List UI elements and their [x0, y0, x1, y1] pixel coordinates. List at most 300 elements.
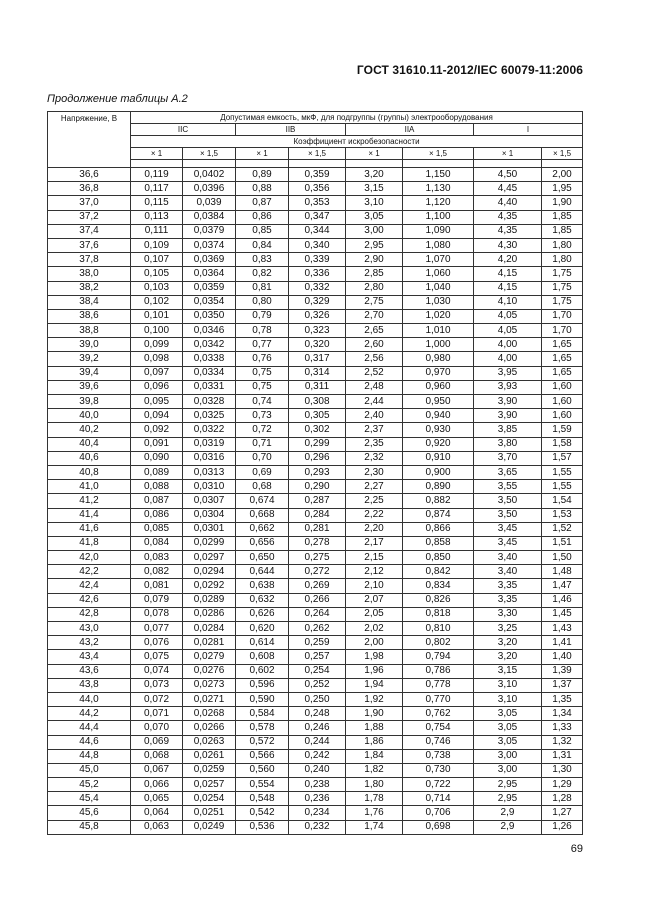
capacity-cell: 3,65 [474, 465, 542, 479]
capacity-cell: 0,578 [236, 721, 289, 735]
voltage-column-header: Напряжение, В [48, 112, 131, 168]
table-row [48, 196, 583, 210]
capacity-cell: 0,950 [403, 395, 474, 409]
capacity-cell: 0,72 [236, 423, 289, 437]
table-row [48, 423, 583, 437]
table-row [48, 721, 583, 735]
capacity-cell: 0,89 [236, 168, 289, 182]
table-row [48, 480, 583, 494]
capacity-cell: 2,9 [474, 820, 542, 834]
capacity-cell: 0,656 [236, 536, 289, 550]
capacity-cell: 2,80 [346, 281, 403, 295]
capacity-cell: 4,00 [474, 338, 542, 352]
capacity-cell: 0,0331 [183, 380, 236, 394]
capacity-cell: 4,10 [474, 295, 542, 309]
capacity-cell: 1,32 [542, 735, 583, 749]
voltage-cell: 38,8 [48, 324, 131, 338]
capacity-cell: 0,299 [289, 437, 346, 451]
voltage-cell: 44,4 [48, 721, 131, 735]
voltage-cell: 45,0 [48, 763, 131, 777]
group-header-i: I [474, 124, 583, 136]
capacity-cell: 0,0292 [183, 579, 236, 593]
capacity-cell: 0,77 [236, 338, 289, 352]
voltage-cell: 42,2 [48, 565, 131, 579]
coefficient-header: Коэффициент искробезопасности [131, 136, 583, 148]
capacity-cell: 0,0297 [183, 551, 236, 565]
capacity-cell: 0,0316 [183, 451, 236, 465]
group-header-iic: IIC [131, 124, 236, 136]
voltage-cell: 36,6 [48, 168, 131, 182]
capacity-cell: 1,60 [542, 395, 583, 409]
voltage-cell: 40,4 [48, 437, 131, 451]
factor-header: × 1,5 [542, 148, 583, 160]
voltage-cell: 43,4 [48, 650, 131, 664]
capacity-cell: 2,65 [346, 324, 403, 338]
capacity-cell: 2,17 [346, 536, 403, 550]
capacity-cell: 2,12 [346, 565, 403, 579]
capacity-cell: 0,0254 [183, 792, 236, 806]
capacity-cell: 1,29 [542, 778, 583, 792]
capacity-cell: 0,778 [403, 678, 474, 692]
table-row [48, 735, 583, 749]
voltage-cell: 39,4 [48, 366, 131, 380]
table-row [48, 692, 583, 706]
capacity-cell: 0,0294 [183, 565, 236, 579]
capacity-cell: 0,329 [289, 295, 346, 309]
capacity-cell: 2,95 [474, 792, 542, 806]
capacity-cell: 1,80 [346, 778, 403, 792]
capacity-cell: 0,086 [131, 508, 183, 522]
table-row [48, 224, 583, 238]
voltage-cell: 40,0 [48, 409, 131, 423]
capacity-cell: 0,980 [403, 352, 474, 366]
capacity-cell: 0,794 [403, 650, 474, 664]
capacity-cell: 0,754 [403, 721, 474, 735]
voltage-cell: 42,8 [48, 607, 131, 621]
capacity-cell: 1,53 [542, 508, 583, 522]
capacity-cell: 0,311 [289, 380, 346, 394]
voltage-cell: 38,2 [48, 281, 131, 295]
capacity-cell: 1,47 [542, 579, 583, 593]
table-row [48, 267, 583, 281]
voltage-cell: 37,6 [48, 238, 131, 252]
capacity-cell: 0,071 [131, 707, 183, 721]
capacity-cell: 0,326 [289, 309, 346, 323]
capacity-cell: 0,644 [236, 565, 289, 579]
capacity-cell: 0,81 [236, 281, 289, 295]
capacity-cell: 1,55 [542, 480, 583, 494]
capacity-cell: 1,090 [403, 224, 474, 238]
capacity-cell: 0,266 [289, 593, 346, 607]
capacity-cell: 2,52 [346, 366, 403, 380]
capacity-cell: 1,65 [542, 352, 583, 366]
capacity-cell: 1,98 [346, 650, 403, 664]
voltage-cell: 38,6 [48, 309, 131, 323]
voltage-cell: 38,4 [48, 295, 131, 309]
capacity-cell: 1,28 [542, 792, 583, 806]
capacity-cell: 0,242 [289, 749, 346, 763]
capacity-cell: 1,100 [403, 210, 474, 224]
capacity-cell: 0,0286 [183, 607, 236, 621]
capacity-cell: 1,76 [346, 806, 403, 820]
voltage-cell: 38,0 [48, 267, 131, 281]
table-row [48, 451, 583, 465]
capacity-cell: 2,90 [346, 253, 403, 267]
capacity-cell: 0,80 [236, 295, 289, 309]
table-row [48, 409, 583, 423]
capacity-cell: 0,087 [131, 494, 183, 508]
table-row [48, 380, 583, 394]
capacity-cell: 0,826 [403, 593, 474, 607]
capacity-cell: 0,090 [131, 451, 183, 465]
capacity-cell: 4,15 [474, 281, 542, 295]
capacity-cell: 0,0279 [183, 650, 236, 664]
capacity-cell: 1,58 [542, 437, 583, 451]
capacity-cell: 1,150 [403, 168, 474, 182]
table-row [48, 778, 583, 792]
factor-header: × 1,5 [403, 148, 474, 160]
table-row [48, 650, 583, 664]
capacity-cell: 0,0261 [183, 749, 236, 763]
capacity-cell: 0,786 [403, 664, 474, 678]
capacity-cell: 1,41 [542, 636, 583, 650]
voltage-cell: 39,0 [48, 338, 131, 352]
voltage-cell: 44,2 [48, 707, 131, 721]
capacity-cell: 0,614 [236, 636, 289, 650]
capacity-cell: 1,51 [542, 536, 583, 550]
capacity-cell: 1,040 [403, 281, 474, 295]
capacity-cell: 1,37 [542, 678, 583, 692]
capacity-cell: 3,93 [474, 380, 542, 394]
table-row [48, 437, 583, 451]
capacity-cell: 3,10 [474, 678, 542, 692]
capacity-cell: 0,0257 [183, 778, 236, 792]
capacity-cell: 1,39 [542, 664, 583, 678]
capacity-cell: 0,76 [236, 352, 289, 366]
capacity-cell: 0,79 [236, 309, 289, 323]
capacity-cell: 0,78 [236, 324, 289, 338]
voltage-cell: 44,8 [48, 749, 131, 763]
capacity-cell: 0,099 [131, 338, 183, 352]
voltage-cell: 45,4 [48, 792, 131, 806]
voltage-cell: 40,2 [48, 423, 131, 437]
capacity-cell: 0,0379 [183, 224, 236, 238]
capacity-cell: 3,40 [474, 565, 542, 579]
capacity-cell: 0,102 [131, 295, 183, 309]
capacity-cell: 0,070 [131, 721, 183, 735]
table-row [48, 678, 583, 692]
capacity-cell: 3,05 [474, 721, 542, 735]
capacity-cell: 0,0299 [183, 536, 236, 550]
capacity-cell: 0,85 [236, 224, 289, 238]
table-row [48, 579, 583, 593]
voltage-cell: 45,2 [48, 778, 131, 792]
voltage-cell: 37,2 [48, 210, 131, 224]
capacity-cell: 3,05 [474, 707, 542, 721]
capacity-cell: 0,0249 [183, 820, 236, 834]
table-row [48, 792, 583, 806]
capacity-cell: 0,584 [236, 707, 289, 721]
capacity-cell: 0,874 [403, 508, 474, 522]
capacity-cell: 0,0328 [183, 395, 236, 409]
table-row [48, 806, 583, 820]
capacity-cell: 3,15 [346, 182, 403, 196]
table-row [48, 593, 583, 607]
capacity-cell: 0,746 [403, 735, 474, 749]
capacity-cell: 0,262 [289, 622, 346, 636]
capacity-cell: 2,25 [346, 494, 403, 508]
capacity-cell: 0,542 [236, 806, 289, 820]
capacity-cell: 1,030 [403, 295, 474, 309]
capacity-cell: 3,20 [474, 636, 542, 650]
capacity-cell: 0,336 [289, 267, 346, 281]
capacity-cell: 1,50 [542, 551, 583, 565]
capacity-cell: 0,0319 [183, 437, 236, 451]
capacity-cell: 3,05 [474, 735, 542, 749]
capacity-cell: 0,650 [236, 551, 289, 565]
capacity-cell: 0,0273 [183, 678, 236, 692]
capacity-cell: 0,064 [131, 806, 183, 820]
voltage-cell: 39,8 [48, 395, 131, 409]
capacity-cell: 0,081 [131, 579, 183, 593]
factor-header: × 1 [131, 148, 183, 160]
capacity-cell: 0,620 [236, 622, 289, 636]
capacity-cell: 0,572 [236, 735, 289, 749]
capacity-cell: 1,86 [346, 735, 403, 749]
capacity-cell: 1,35 [542, 692, 583, 706]
capacity-cell: 1,60 [542, 409, 583, 423]
capacity-cell: 0,275 [289, 551, 346, 565]
capacity-cell: 0,097 [131, 366, 183, 380]
capacity-cell: 1,65 [542, 338, 583, 352]
capacity-cell: 1,75 [542, 267, 583, 281]
capacity-cell: 4,05 [474, 309, 542, 323]
capacity-cell: 1,94 [346, 678, 403, 692]
capacity-cell: 1,90 [346, 707, 403, 721]
capacity-cell: 0,339 [289, 253, 346, 267]
capacity-cell: 0,834 [403, 579, 474, 593]
capacity-cell: 3,05 [346, 210, 403, 224]
capacity-cell: 0,596 [236, 678, 289, 692]
capacity-cell: 0,0259 [183, 763, 236, 777]
capacity-cell: 0,252 [289, 678, 346, 692]
capacity-cell: 0,0384 [183, 210, 236, 224]
capacity-cell: 0,340 [289, 238, 346, 252]
table-row [48, 636, 583, 650]
capacity-cell: 0,308 [289, 395, 346, 409]
capacity-cell: 3,35 [474, 593, 542, 607]
capacity-cell: 0,078 [131, 607, 183, 621]
capacity-cell: 3,80 [474, 437, 542, 451]
capacity-cell: 0,714 [403, 792, 474, 806]
table-row [48, 182, 583, 196]
capacity-cell: 1,26 [542, 820, 583, 834]
capacity-cell: 0,0350 [183, 309, 236, 323]
capacity-cell: 0,305 [289, 409, 346, 423]
capacity-cell: 0,706 [403, 806, 474, 820]
table-row [48, 551, 583, 565]
capacity-cell: 0,668 [236, 508, 289, 522]
capacity-cell: 0,236 [289, 792, 346, 806]
capacity-cell: 0,119 [131, 168, 183, 182]
capacity-cell: 2,30 [346, 465, 403, 479]
capacity-cell: 0,272 [289, 565, 346, 579]
capacitance-table [47, 111, 583, 835]
capacity-cell: 1,30 [542, 763, 583, 777]
capacity-cell: 0,722 [403, 778, 474, 792]
capacity-cell: 0,75 [236, 366, 289, 380]
capacity-cell: 1,59 [542, 423, 583, 437]
capacity-cell: 0,920 [403, 437, 474, 451]
capacity-cell: 2,07 [346, 593, 403, 607]
capacity-header: Допустимая емкость, мкФ, для подгруппы (группы) электрооборудования [131, 112, 583, 124]
capacity-cell: 0,0276 [183, 664, 236, 678]
capacity-cell: 1,65 [542, 366, 583, 380]
table-row [48, 622, 583, 636]
capacity-cell: 0,094 [131, 409, 183, 423]
capacity-cell: 0,096 [131, 380, 183, 394]
capacity-cell: 0,626 [236, 607, 289, 621]
capacity-cell: 0,0354 [183, 295, 236, 309]
capacity-cell: 0,244 [289, 735, 346, 749]
capacity-cell: 1,130 [403, 182, 474, 196]
capacity-cell: 0,115 [131, 196, 183, 210]
page-number: 69 [570, 843, 583, 855]
voltage-cell: 45,8 [48, 820, 131, 834]
table-row [48, 522, 583, 536]
capacity-cell: 1,92 [346, 692, 403, 706]
capacity-cell: 0,344 [289, 224, 346, 238]
voltage-cell: 37,8 [48, 253, 131, 267]
capacity-cell: 1,88 [346, 721, 403, 735]
capacity-cell: 0,71 [236, 437, 289, 451]
capacity-cell: 0,248 [289, 707, 346, 721]
capacity-cell: 0,548 [236, 792, 289, 806]
capacity-cell: 1,52 [542, 522, 583, 536]
capacity-cell: 3,70 [474, 451, 542, 465]
capacity-cell: 1,33 [542, 721, 583, 735]
capacity-cell: 0,0251 [183, 806, 236, 820]
table-row [48, 395, 583, 409]
capacity-cell: 2,56 [346, 352, 403, 366]
capacity-cell: 2,00 [542, 168, 583, 182]
voltage-cell: 41,0 [48, 480, 131, 494]
capacity-cell: 2,37 [346, 423, 403, 437]
capacity-cell: 1,40 [542, 650, 583, 664]
capacity-cell: 0,770 [403, 692, 474, 706]
capacity-cell: 3,90 [474, 409, 542, 423]
capacity-cell: 0,098 [131, 352, 183, 366]
capacity-cell: 0,073 [131, 678, 183, 692]
capacity-cell: 3,50 [474, 494, 542, 508]
capacity-cell: 0,063 [131, 820, 183, 834]
capacity-cell: 0,238 [289, 778, 346, 792]
capacity-cell: 0,0322 [183, 423, 236, 437]
capacity-cell: 0,0284 [183, 622, 236, 636]
capacity-cell: 2,85 [346, 267, 403, 281]
capacity-cell: 1,85 [542, 210, 583, 224]
voltage-cell: 41,6 [48, 522, 131, 536]
capacity-cell: 0,762 [403, 707, 474, 721]
capacity-cell: 2,44 [346, 395, 403, 409]
capacity-cell: 3,55 [474, 480, 542, 494]
capacity-cell: 2,22 [346, 508, 403, 522]
table-row [48, 607, 583, 621]
capacity-cell: 0,698 [403, 820, 474, 834]
capacity-cell: 0,076 [131, 636, 183, 650]
table-row [48, 749, 583, 763]
voltage-cell: 36,8 [48, 182, 131, 196]
capacity-cell: 1,84 [346, 749, 403, 763]
capacity-cell: 0,105 [131, 267, 183, 281]
capacity-cell: 0,83 [236, 253, 289, 267]
capacity-cell: 1,010 [403, 324, 474, 338]
capacity-cell: 0,900 [403, 465, 474, 479]
capacity-cell: 0,069 [131, 735, 183, 749]
capacity-cell: 3,85 [474, 423, 542, 437]
capacity-cell: 2,60 [346, 338, 403, 352]
capacity-cell: 4,30 [474, 238, 542, 252]
table-row [48, 352, 583, 366]
capacity-cell: 0,818 [403, 607, 474, 621]
capacity-cell: 0,117 [131, 182, 183, 196]
capacity-cell: 0,930 [403, 423, 474, 437]
capacity-cell: 0,088 [131, 480, 183, 494]
capacity-cell: 0,858 [403, 536, 474, 550]
capacity-cell: 0,850 [403, 551, 474, 565]
capacity-cell: 1,74 [346, 820, 403, 834]
capacity-cell: 1,90 [542, 196, 583, 210]
voltage-cell: 43,0 [48, 622, 131, 636]
table-row [48, 168, 583, 182]
capacity-cell: 2,27 [346, 480, 403, 494]
capacity-cell: 0,264 [289, 607, 346, 621]
capacity-cell: 4,50 [474, 168, 542, 182]
capacity-cell: 1,70 [542, 324, 583, 338]
voltage-cell: 42,4 [48, 579, 131, 593]
voltage-cell: 37,0 [48, 196, 131, 210]
capacity-cell: 1,60 [542, 380, 583, 394]
capacity-cell: 0,111 [131, 224, 183, 238]
capacity-cell: 2,02 [346, 622, 403, 636]
capacity-cell: 0,536 [236, 820, 289, 834]
capacity-cell: 1,31 [542, 749, 583, 763]
capacity-cell: 4,35 [474, 224, 542, 238]
capacity-cell: 1,27 [542, 806, 583, 820]
capacity-cell: 1,45 [542, 607, 583, 621]
voltage-cell: 40,6 [48, 451, 131, 465]
table-row [48, 324, 583, 338]
capacity-cell: 3,40 [474, 551, 542, 565]
capacity-cell: 0,107 [131, 253, 183, 267]
capacity-cell: 1,57 [542, 451, 583, 465]
capacity-cell: 0,554 [236, 778, 289, 792]
capacity-cell: 0,269 [289, 579, 346, 593]
capacity-cell: 0,69 [236, 465, 289, 479]
capacity-cell: 0,281 [289, 522, 346, 536]
capacity-cell: 2,95 [346, 238, 403, 252]
capacity-cell: 0,083 [131, 551, 183, 565]
capacity-cell: 0,0342 [183, 338, 236, 352]
voltage-cell: 37,4 [48, 224, 131, 238]
capacity-cell: 0,842 [403, 565, 474, 579]
capacity-cell: 0,066 [131, 778, 183, 792]
capacity-cell: 0,0346 [183, 324, 236, 338]
capacity-cell: 0,250 [289, 692, 346, 706]
capacity-cell: 0,101 [131, 309, 183, 323]
factor-header: × 1,5 [289, 148, 346, 160]
capacity-cell: 0,065 [131, 792, 183, 806]
